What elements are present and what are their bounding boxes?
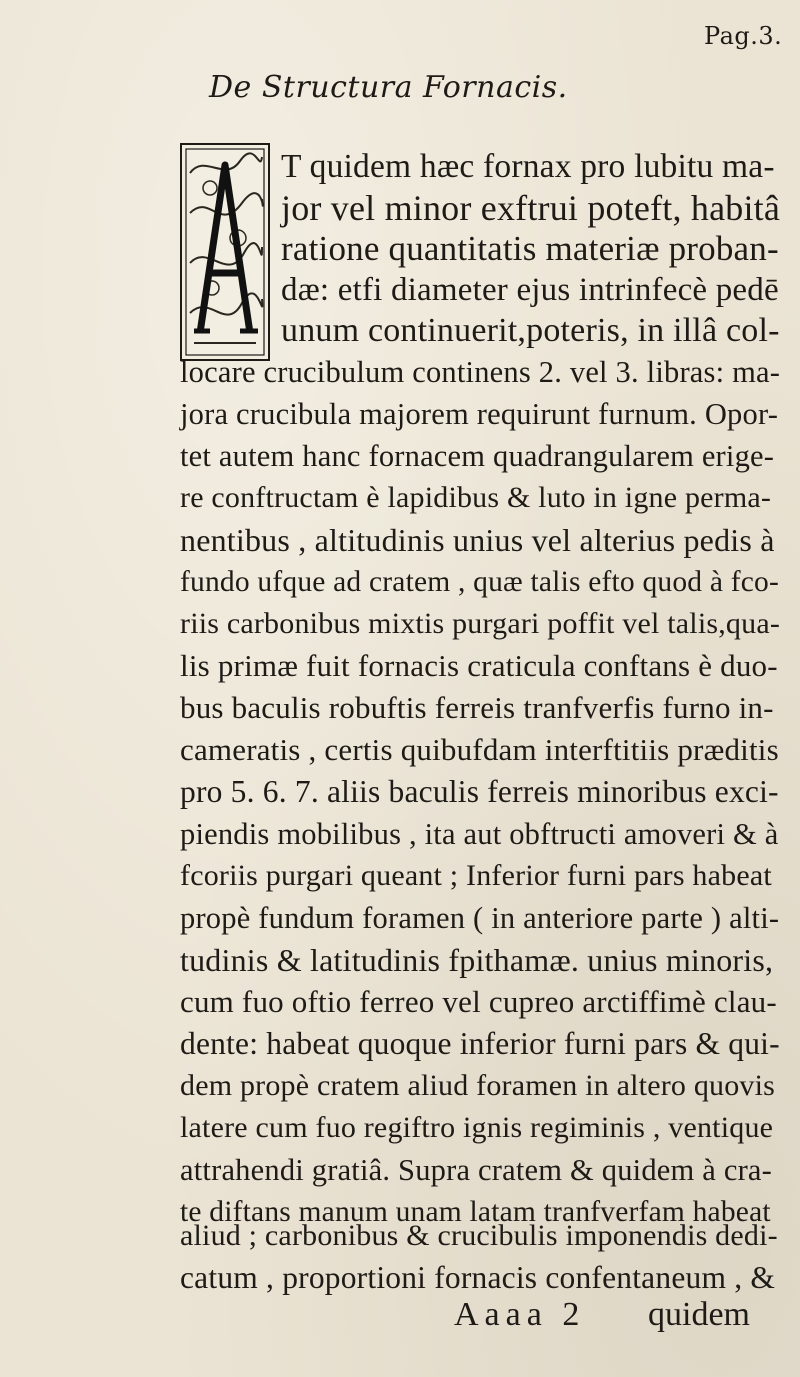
text-line: te diftans manum unam latam tranfverfam habeat <box>180 1196 771 1228</box>
text-line: jor vel minor exftrui poteft, habitâ <box>281 188 781 228</box>
text-line: dem propè cratem aliud foramen in altero quovis <box>180 1069 776 1102</box>
text-line: latere cum fuo regiftro ignis regiminis , ventique <box>180 1111 774 1144</box>
text-line: T quidem hæc fornax pro lubitu ma- <box>281 148 775 185</box>
text-line: nentibus , altitudinis unius vel alterius pedis à <box>180 522 775 558</box>
text-line: jora crucibula majorem requirunt furnum. Opor- <box>180 397 779 431</box>
text-line: pro 5. 6. 7. aliis baculis ferreis minoribus exci- <box>180 774 779 809</box>
text-line: propè fundum foramen ( in anteriore parte ) alti- <box>180 901 780 935</box>
page-number: Pag.3. <box>704 22 783 50</box>
text-line: re conftructam è lapidibus & luto in igne perma- <box>180 481 772 514</box>
signature-mark: Aaaa 2 <box>454 1296 586 1333</box>
text-line: cameratis , certis quibufdam interftitiis præditis <box>180 732 779 767</box>
text-line: riis carbonibus mixtis purgari poffit vel talis,qua- <box>180 607 781 640</box>
text-line: lis primæ fuit fornacis craticula conftans è duo- <box>180 648 778 683</box>
text-line: fcoriis purgari queant ; Inferior furni pars habeat <box>180 859 772 892</box>
text-line: fundo ufque ad cratem , quæ talis efto quod à fco- <box>180 566 779 598</box>
running-head: De Structura Fornacis. <box>209 70 568 105</box>
text-line: dente: habeat quoque inferior furni pars & qui- <box>180 1026 780 1061</box>
text-line: dæ: etfi diameter ejus intrinfecè pedē <box>281 272 779 308</box>
text-line: locare crucibulum continens 2. vel 3. libras: ma- <box>180 355 781 389</box>
text-line: unum continuerit,poteris, in illâ col- <box>281 312 780 349</box>
text-line: piendis mobilibus , ita aut obftructi amoveri & à <box>180 817 779 851</box>
text-line: catum , proportioni fornacis confentaneum , & <box>180 1260 776 1295</box>
text-line: tet autem hanc fornacem quadrangularem erige- <box>180 439 775 473</box>
text-line: aliud ; carbonibus & crucibulis imponendis dedi- <box>180 1219 778 1252</box>
text-line: ratione quantitatis materiæ proban- <box>281 229 779 268</box>
text-line: attrahendi gratiâ. Supra cratem & quidem à cra- <box>180 1153 773 1187</box>
catchword: quidem <box>648 1296 750 1333</box>
text-line: cum fuo oftio ferreo vel cupreo arctiffimè clau- <box>180 984 777 1019</box>
text-line: bus baculis robuftis ferreis tranfverfis furno in- <box>180 690 774 725</box>
text-line: tudinis & latitudinis fpithamæ. unius minoris, <box>180 942 774 978</box>
